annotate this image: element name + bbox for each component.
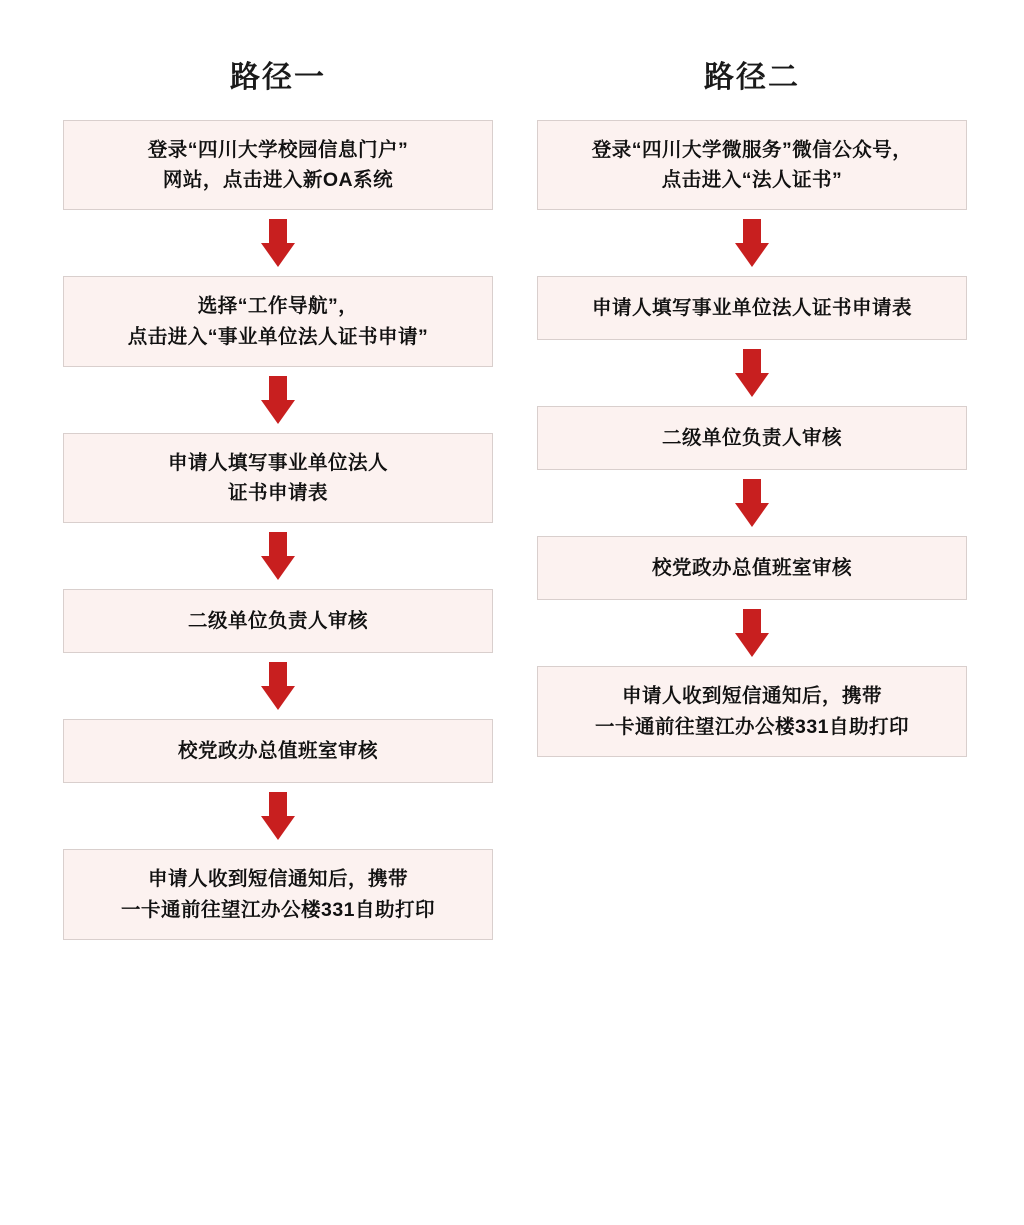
flow-node-line: 二级单位负责人审核 xyxy=(661,427,842,450)
flow-node xyxy=(63,849,493,939)
flow-node xyxy=(63,120,493,210)
flow-node-line: 一卡通前往望江办公楼331自助打印 xyxy=(594,715,910,738)
flow-node-line: 点击进入“法人证书” xyxy=(661,169,843,192)
flow-node xyxy=(537,536,967,600)
flow-node-line: 申请人收到短信通知后，携带 xyxy=(147,868,408,891)
flow-node-line: 校党政办总值班室审核 xyxy=(651,557,852,580)
flow-node-line: 点击进入“事业单位法人证书申请” xyxy=(127,325,429,348)
arrow-down-icon xyxy=(261,792,295,840)
column-title-path-two: 路径二 xyxy=(704,61,800,94)
flow-node-line: 校党政办总值班室审核 xyxy=(177,740,378,763)
arrow-down-icon xyxy=(735,219,769,267)
arrow-down-icon xyxy=(735,479,769,527)
arrow-down-icon xyxy=(735,609,769,657)
flow-node-line: 申请人收到短信通知后，携带 xyxy=(621,685,882,708)
flow-node-line: 申请人填写事业单位法人证书申请表 xyxy=(591,297,912,320)
flow-node-line: 一卡通前往望江办公楼331自助打印 xyxy=(120,898,436,921)
flow-node-line: 登录“四川大学校园信息门户” xyxy=(147,139,409,161)
arrow-down-icon xyxy=(261,532,295,580)
flow-node xyxy=(537,120,967,210)
flow-node xyxy=(63,589,493,653)
arrow-down-icon xyxy=(735,349,769,397)
flow-node xyxy=(63,276,493,366)
flow-node xyxy=(63,719,493,783)
flow-node-line: 网站，点击进入新OA系统 xyxy=(162,169,394,192)
flow-column-path-one xyxy=(62,52,494,940)
column-title-path-one: 路径一 xyxy=(230,61,326,94)
flow-node-line: 二级单位负责人审核 xyxy=(187,610,368,633)
flow-node-line: 证书申请表 xyxy=(227,482,328,505)
arrow-down-icon xyxy=(261,219,295,267)
arrow-down-icon xyxy=(261,662,295,710)
flow-node-line: 登录“四川大学微服务”微信公众号， xyxy=(591,139,913,161)
flow-node xyxy=(537,406,967,470)
flow-column-path-two xyxy=(536,52,968,940)
flow-node xyxy=(537,276,967,340)
flow-node-line: 申请人填写事业单位法人 xyxy=(167,451,388,474)
flow-node-line: 选择“工作导航”， xyxy=(197,295,359,318)
arrow-down-icon xyxy=(261,376,295,424)
flow-node xyxy=(537,666,967,756)
flow-node xyxy=(63,433,493,523)
